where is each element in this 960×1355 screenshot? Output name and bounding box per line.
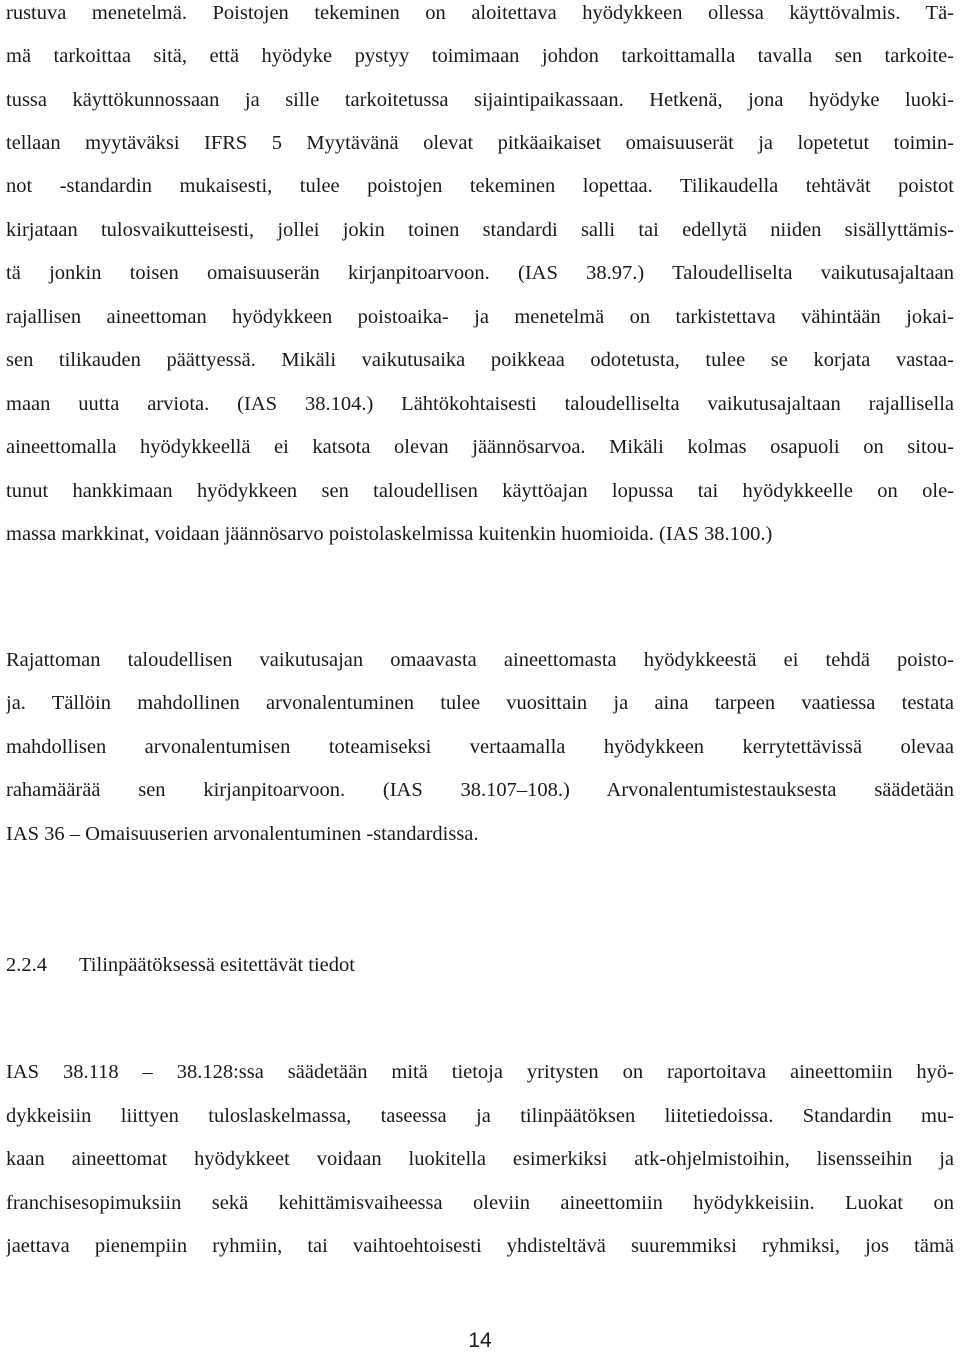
text-line: IAS 38.118 – 38.128:ssa säädetään mitä tietoja yritysten on raportoitava aineettomiin hyö-	[6, 1061, 954, 1083]
text-line: tä jonkin toisen omaisuuserän kirjanpitoarvoon. (IAS 38.97.) Taloudelliselta vaikutusajaltaan	[6, 262, 954, 284]
text-line: dykkeisiin liittyen tuloslaskelmassa, taseessa ja tilinpäätöksen liitetiedoissa. Standardin mu-	[6, 1105, 954, 1127]
text-line: Rajattoman taloudellisen vaikutusajan omaavasta aineettomasta hyödykkeestä ei tehdä poisto-	[6, 649, 954, 671]
section-number: 2.2.4	[6, 954, 47, 976]
text-line: aineettomalla hyödykkeellä ei katsota olevan jäännösarvoa. Mikäli kolmas osapuoli on sitou-	[6, 436, 954, 458]
text-line: kaan aineettomat hyödykkeet voidaan luokitella esimerkiksi atk-ohjelmistoihin, lisensseihin ja	[6, 1148, 954, 1170]
text-line: jaettava pienempiin ryhmiin, tai vaihtoehtoisesti yhdisteltävä suuremmiksi ryhmiksi, jos tämä	[6, 1235, 954, 1257]
section-title: Tilinpäätöksessä esitettävät tiedot	[79, 954, 355, 976]
text-line: rajallisen aineettoman hyödykkeen poistoaika- ja menetelmä on tarkistettava vähintään jokai-	[6, 306, 954, 328]
section-heading	[6, 951, 355, 979]
text-line: tussa käyttökunnossaan ja sille tarkoitetussa sijaintipaikassaan. Hetkenä, jona hyödyke luoki-	[6, 89, 954, 111]
text-line: tunut hankkimaan hyödykkeen sen taloudellisen käyttöajan lopussa tai hyödykkeelle on ole-	[6, 480, 954, 502]
text-line: rahamäärää sen kirjanpitoarvoon. (IAS 38.107–108.) Arvonalentumistestauksesta säädetään	[6, 779, 954, 801]
text-line: ja. Tällöin mahdollinen arvonalentuminen tulee vuosittain ja aina tarpeen vaatiessa testata	[6, 692, 954, 714]
page-number: 14	[468, 1329, 492, 1352]
text-line: IAS 36 – Omaisuuserien arvonalentuminen -standardissa.	[6, 823, 479, 845]
text-line: kirjataan tulosvaikutteisesti, jollei jokin toinen standardi salli tai edellytä niiden sisällyttämis-	[6, 219, 954, 241]
text-line: tellaan myytäväksi IFRS 5 Myytävänä olevat pitkäaikaiset omaisuuserät ja lopetetut toimin-	[6, 132, 954, 154]
text-line: franchisesopimuksiin sekä kehittämisvaiheessa oleviin aineettomiin hyödykkeisiin. Luokat on	[6, 1192, 954, 1214]
text-line: not -standardin mukaisesti, tulee poistojen tekeminen lopettaa. Tilikaudella tehtävät poistot	[6, 175, 954, 197]
text-line: massa markkinat, voidaan jäännösarvo poistolaskelmissa kuitenkin huomioida. (IAS 38.100.)	[6, 523, 773, 545]
text-line: mä tarkoittaa sitä, että hyödyke pystyy toimimaan johdon tarkoittamalla tavalla sen tarkoite-	[6, 45, 954, 67]
text-line: rustuva menetelmä. Poistojen tekeminen on aloitettava hyödykkeen ollessa käyttövalmis. Tä-	[6, 2, 954, 24]
text-line: mahdollisen arvonalentumisen toteamiseksi vertaamalla hyödykkeen kerrytettävissä olevaa	[6, 736, 954, 758]
text-line: sen tilikauden päättyessä. Mikäli vaikutusaika poikkeaa odotetusta, tulee se korjata vastaa-	[6, 349, 954, 371]
text-line: maan uutta arviota. (IAS 38.104.) Lähtökohtaisesti taloudelliselta vaikutusajaltaan rajallisella	[6, 393, 954, 415]
